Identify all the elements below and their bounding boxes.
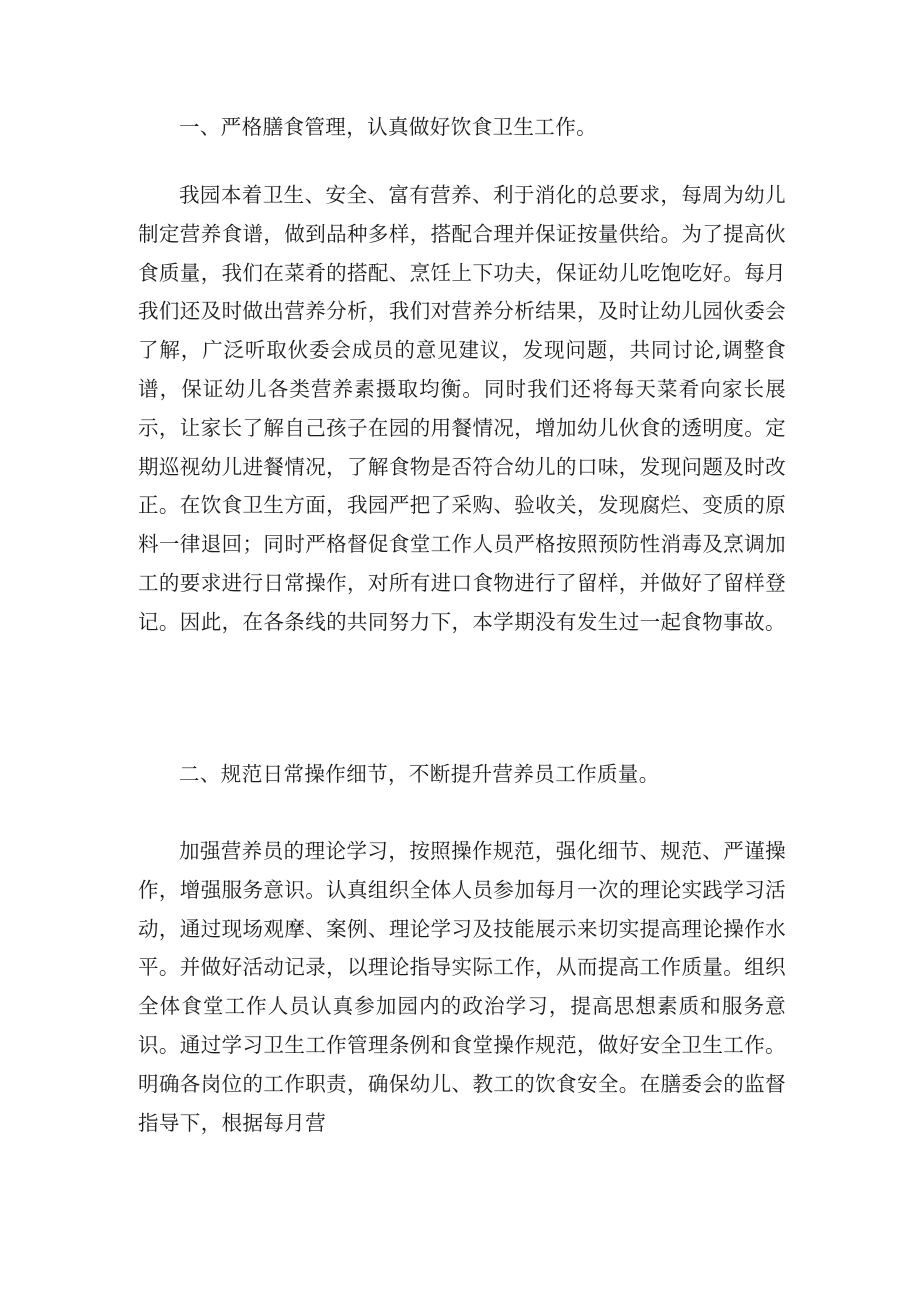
paragraph-2: 加强营养员的理论学习，按照操作规范，强化细节、规范、严谨操作，增强服务意识。认真组织全体人员参加每月一次的理论实践学习活动，通过现场观摩、案例、理论学习及技能展示来切实提高理论操作水平。并做好活动记录，以理论指导实际工作，从而提高工作质量。组织全体食堂工作人员认真参加园内的政治学习，提高思想素质和服务意识。通过学习卫生工作管理条例和食堂操作规范，做好安全卫生工作。明确各岗位的工作职责，确保幼儿、教工的饮食安全。在膳委会的监督指导下，根据每月营 — [138, 839, 786, 1135]
section-heading-1: 一、严格膳食管理，认真做好饮食卫生工作。 — [179, 115, 597, 139]
section-heading-2: 二、规范日常操作细节，不断提升营养员工作质量。 — [179, 762, 660, 786]
paragraph-1: 我园本着卫生、安全、富有营养、利于消化的总要求，每周为幼儿制定营养食谱，做到品种多样，搭配合理并保证按量供给。为了提高伙食质量，我们在菜肴的搭配、烹饪上下功夫，保证幼儿吃饱吃好。每月我们还及时做出营养分析，我们对营养分析结果，及时让幼儿园伙委会了解，广泛听取伙委会成员的意见建议，发现问题，共同讨论,调整食谱，保证幼儿各类营养素摄取均衡。同时我们还将每天菜肴向家长展示，让家长了解自己孩子在园的用餐情况，增加幼儿伙食的透明度。定期巡视幼儿进餐情况，了解食物是否符合幼儿的口味，发现问题及时改正。在饮食卫生方面，我园严把了采购、验收关，发现腐烂、变质的原料一律退回；同时严格督促食堂工作人员严格按照预防性消毒及烹调加工的要求进行日常操作，对所有进口食物进行了留样，并做好了留样登记。因此，在各条线的共同努力下，本学期没有发生过一起食物事故。 — [138, 183, 786, 634]
